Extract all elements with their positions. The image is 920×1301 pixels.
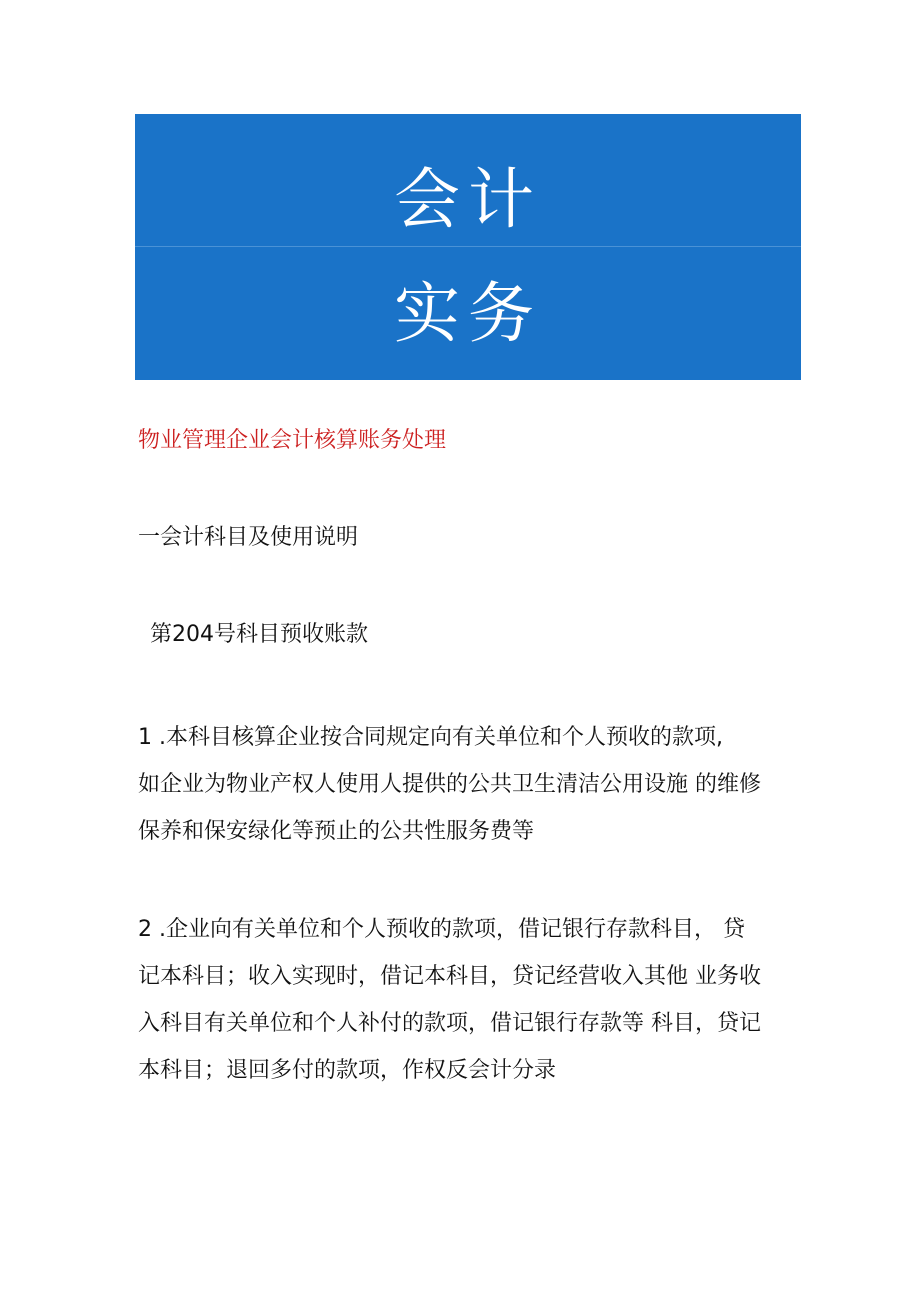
paragraph-2-line-3: 入科目有关单位和个人补付的款项，借记银行存款等 科目，贷记 xyxy=(138,1011,761,1036)
subsection-heading: 第204号科目预收账款 xyxy=(150,622,368,647)
paragraph-1-line-2: 如企业为物业产权人使用人提供的公共卫生清洁公用设施 的维修 xyxy=(138,772,761,797)
section-heading: 一会计科目及使用说明 xyxy=(138,525,359,550)
document-title: 物业管理企业会计核算账务处理 xyxy=(138,428,447,453)
paragraph-1-line-1: 1 .本科目核算企业按合同规定向有关单位和个人预收的款项, xyxy=(138,725,723,750)
paragraph-2-line-4: 本科目；退回多付的款项，作权反会计分录 xyxy=(138,1058,557,1083)
banner-divider xyxy=(135,246,801,247)
banner-text-line-2: 实务 xyxy=(394,275,542,352)
paragraph-2-line-2: 记本科目；收入实现时，借记本科目，贷记经营收入其他 业务收 xyxy=(138,964,761,989)
paragraph-2 xyxy=(138,906,808,1094)
paragraph-1 xyxy=(138,714,808,855)
paragraph-1-line-3: 保养和保安绿化等预止的公共性服务费等 xyxy=(138,819,535,844)
banner-text-line-1: 会计 xyxy=(394,161,542,238)
paragraph-2-line-1: 2 .企业向有关单位和个人预收的款项，借记银行存款科目， 贷 xyxy=(138,917,745,942)
